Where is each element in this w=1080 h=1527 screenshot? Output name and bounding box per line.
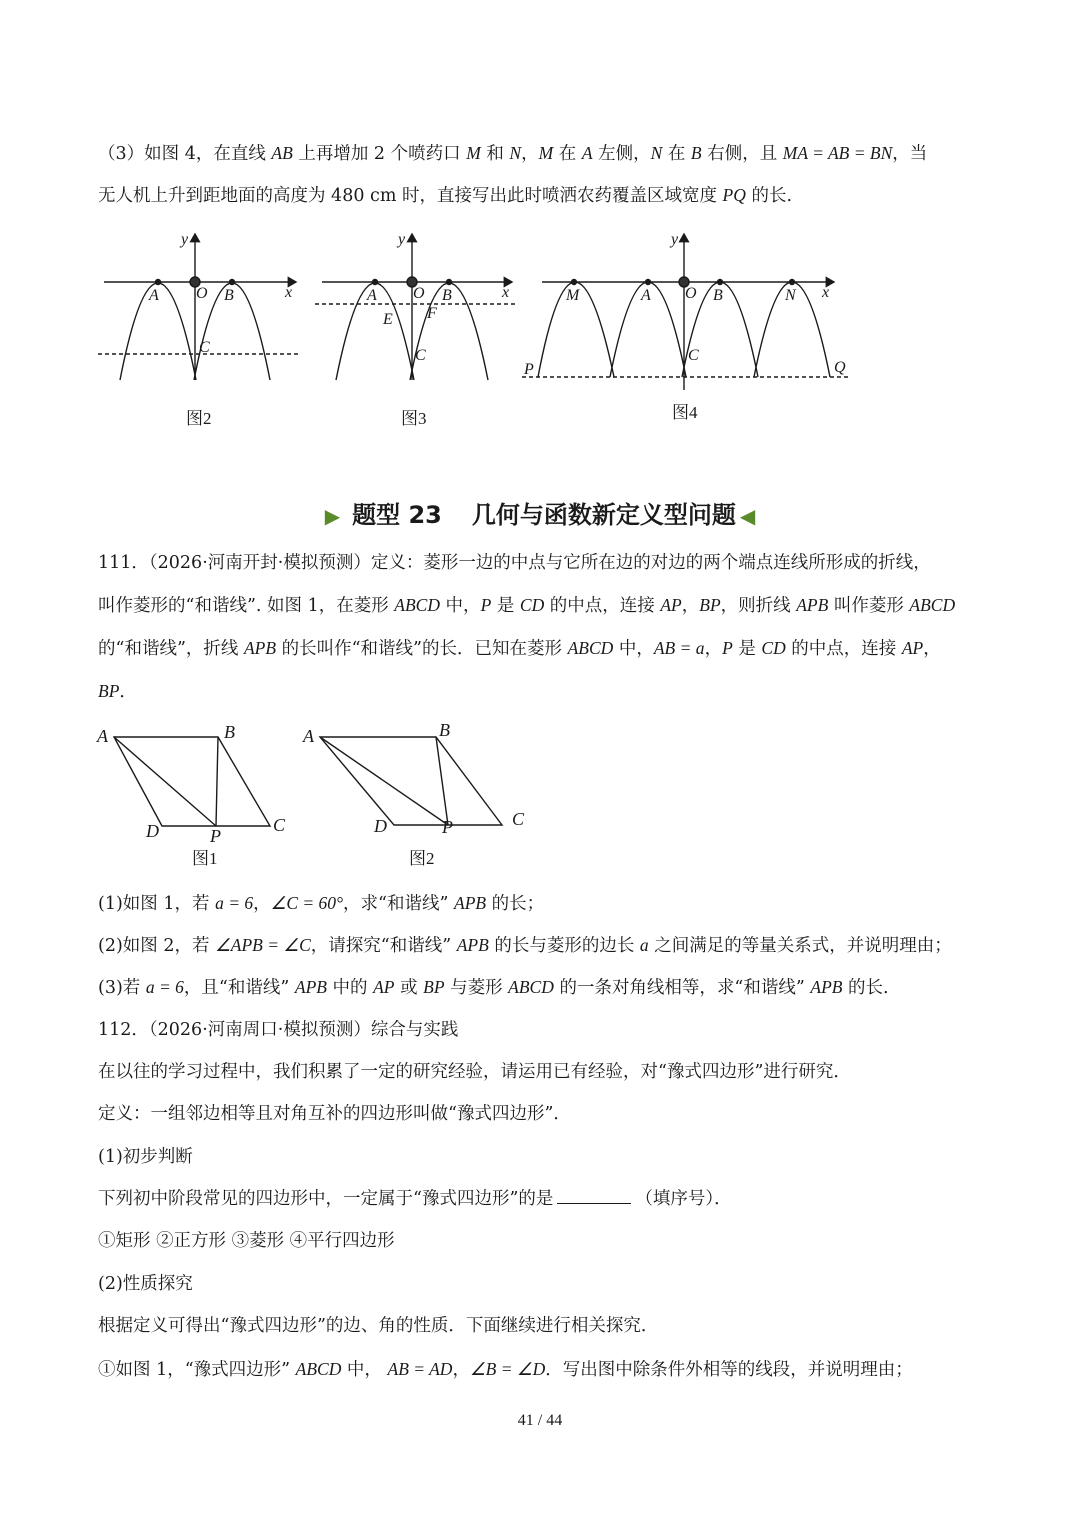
fig2-label-B: B — [224, 287, 234, 304]
fig3-label-B: B — [442, 287, 452, 304]
fig2r-label-B: B — [439, 720, 450, 740]
part3-line-1: （3）如图 4，在直线 AB 上再增加 2 个喷药口 M 和 N，M 在 A 左侧，N 在 B 右侧，且 MA = AB = BN，当 — [98, 143, 928, 164]
fig2r-label-A: A — [303, 726, 314, 746]
q112-line-3: 定义：一组邻边相等且对角互补的四边形叫做“豫式四边形”． — [98, 1104, 571, 1124]
q111-part-1: (1)如图 1，若 a = 6，∠C = 60°，求“和谐线” APB 的长； — [98, 893, 545, 914]
fig4-label-M: M — [566, 287, 580, 304]
q112-line-1: 112．（2026·河南周口·模拟预测）综合与实践 — [98, 1020, 459, 1040]
rhombus-figure-1 — [114, 737, 270, 826]
q111-line-1: 111．（2026·河南开封·模拟预测）定义：菱形一边的中点与它所在边的对边的两个端点连线所形成的折线， — [98, 553, 931, 573]
fig4-label-A: A — [641, 287, 651, 304]
fig4-label-O: O — [685, 285, 697, 302]
fig3-label-F: F — [427, 305, 437, 322]
fig1-label-A: A — [97, 726, 108, 746]
fig3-caption: 图3 — [401, 409, 427, 428]
figure-4-diagram — [522, 234, 850, 390]
fig3-label-x: x — [502, 284, 510, 301]
figures-parabolas — [0, 220, 1080, 440]
q112-line-5: 下列初中阶段常见的四边形中，一定属于“豫式四边形”的是 （填序号）． — [98, 1189, 732, 1209]
q112-line-7: (2)性质探究 — [98, 1274, 193, 1294]
triangle-right-icon: ▶ — [324, 504, 341, 528]
fig4-caption: 图4 — [672, 403, 698, 422]
fig2-label-y: y — [181, 231, 189, 248]
fig4-label-Q: Q — [834, 359, 846, 376]
q111-part-2: (2)如图 2，若 ∠APB = ∠C，请探究“和谐线” APB 的长与菱形的边长 a 之间满足的等量关系式，并说明理由； — [98, 935, 952, 956]
fig2-label-C: C — [199, 339, 210, 356]
fig3-label-A: A — [367, 287, 377, 304]
figure-2-diagram — [98, 234, 300, 380]
fig3-label-y: y — [398, 231, 406, 248]
fig1-label-P: P — [210, 826, 221, 846]
fig3-label-E: E — [383, 311, 393, 328]
fig2r-label-C: C — [512, 809, 525, 829]
fig3-label-C: C — [415, 347, 426, 364]
fig4-label-y: y — [671, 231, 679, 248]
q111-part-3: (3)若 a = 6，且“和谐线” APB 中的 AP 或 BP 与菱形 ABCD 的一条对角线相等，求“和谐线” APB 的长. — [98, 977, 889, 998]
fig2-label-O: O — [196, 285, 208, 302]
rhombus-figure-2 — [320, 737, 502, 825]
section-heading: ▶ 题型 23 几何与函数新定义型问题 ◀ — [324, 501, 756, 529]
fig2r-label-D: D — [374, 816, 387, 836]
fig2-caption: 图2 — [186, 409, 212, 428]
fig3-label-O: O — [413, 285, 425, 302]
q111-line-2: 叫作菱形的“和谐线”. 如图 1，在菱形 ABCD 中，P 是 CD 的中点，连接 AP，BP，则折线 APB 叫作菱形 ABCD — [98, 595, 956, 616]
q112-line-9: ①如图 1，“豫式四边形” ABCD 中， AB = AD，∠B = ∠D．写出图中除条件外相等的线段，并说明理由； — [98, 1359, 913, 1380]
fig4-label-B: B — [713, 287, 723, 304]
answer-blank[interactable] — [557, 1187, 631, 1204]
fig1-caption: 图1 — [192, 849, 218, 868]
page-number: 41 / 44 — [517, 1412, 563, 1429]
q112-line-4: (1)初步判断 — [98, 1147, 193, 1167]
q111-line-3: 的“和谐线”，折线 APB 的长叫作“和谐线”的长．已知在菱形 ABCD 中，AB = a，P 是 CD 的中点，连接 AP， — [98, 638, 941, 659]
fig2r-label-P: P — [442, 817, 453, 837]
q111-line-4: BP． — [98, 681, 137, 702]
fig1-label-B: B — [224, 722, 235, 742]
part3-line-2: 无人机上升到距地面的高度为 480 cm 时，直接写出此时喷洒农药覆盖区域宽度 PQ 的长. — [98, 185, 793, 206]
q112-line-6: ①矩形 ②正方形 ③菱形 ④平行四边形 — [98, 1231, 395, 1251]
fig4-label-x: x — [822, 284, 830, 301]
q112-line-2: 在以往的学习过程中，我们积累了一定的研究经验，请运用已有经验，对“豫式四边形”进行研究． — [98, 1062, 851, 1082]
triangle-left-icon: ◀ — [739, 504, 756, 528]
fig4-label-P: P — [524, 361, 534, 378]
fig1-label-C: C — [273, 815, 286, 835]
fig2-label-A: A — [149, 287, 159, 304]
fig1-label-D: D — [146, 821, 159, 841]
fig4-label-C: C — [688, 347, 699, 364]
q112-line-8: 根据定义可得出“豫式四边形”的边、角的性质．下面继续进行相关探究． — [98, 1316, 659, 1336]
fig4-label-N: N — [785, 287, 796, 304]
fig2r-caption: 图2 — [409, 849, 435, 868]
figures-rhombus — [0, 715, 1080, 875]
fig2-label-x: x — [285, 284, 293, 301]
